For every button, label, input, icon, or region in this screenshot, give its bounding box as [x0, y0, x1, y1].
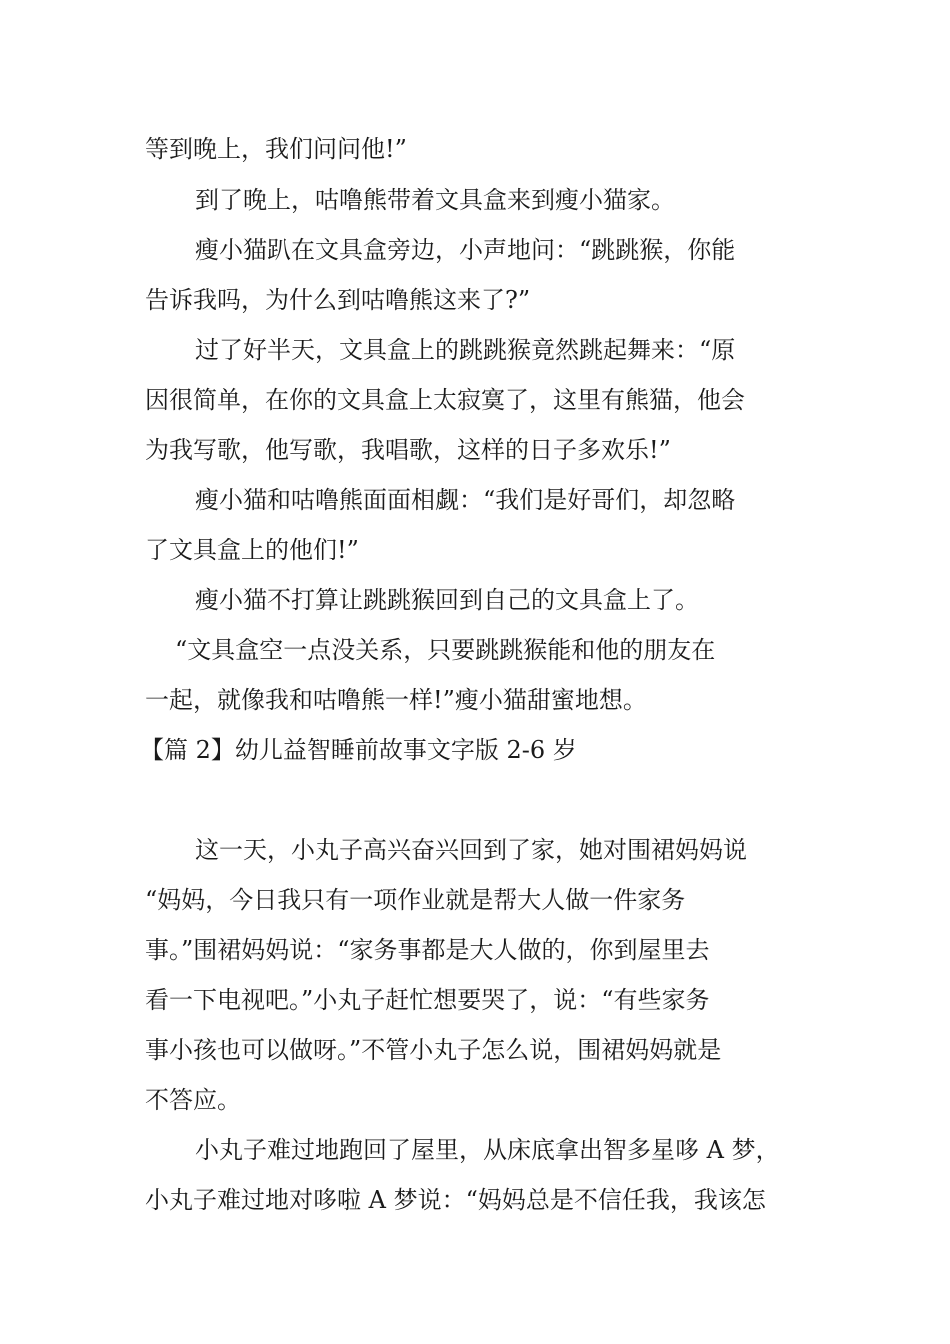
text-line-9: 了文具盒上的他们!”	[145, 536, 359, 564]
text-line-18: 不答应。	[145, 1086, 241, 1114]
text-line-17: 事小孩也可以做呀。”不管小丸子怎么说，围裙妈妈就是	[145, 1036, 722, 1064]
text-line-16: 看一下电视吧。”小丸子赶忙想要哭了，说：“有些家务	[145, 986, 710, 1014]
text-line-12: 一起，就像我和咕噜熊一样!”瘦小猫甜蜜地想。	[145, 686, 647, 714]
text-line-15: 事。”围裙妈妈说：“家务事都是大人做的，你到屋里去	[145, 936, 710, 964]
text-line-20: 小丸子难过地对哆啦 A 梦说：“妈妈总是不信任我，我该怎	[145, 1186, 766, 1214]
text-line-7: 为我写歌，他写歌，我唱歌，这样的日子多欢乐!”	[145, 436, 671, 464]
text-line-10: 瘦小猫不打算让跳跳猴回到自己的文具盒上了。	[195, 586, 699, 614]
text-line-6: 因很简单，在你的文具盒上太寂寞了，这里有熊猫，他会	[145, 386, 745, 414]
text-line-1: 等到晚上，我们问问他!”	[145, 135, 407, 163]
text-line-19: 小丸子难过地跑回了屋里，从床底拿出智多星哆 A 梦，	[195, 1136, 780, 1164]
text-line-11: “文具盒空一点没关系，只要跳跳猴能和他的朋友在	[175, 636, 716, 664]
text-line-8: 瘦小猫和咕噜熊面面相觑：“我们是好哥们，却忽略	[195, 486, 736, 514]
text-line-5: 过了好半天，文具盒上的跳跳猴竟然跳起舞来：“原	[195, 336, 736, 364]
text-line-2: 到了晚上，咕噜熊带着文具盒来到瘦小猫家。	[195, 186, 675, 214]
section-heading: 【篇 2】幼儿益智睡前故事文字版 2-6 岁	[140, 736, 577, 764]
text-line-14: “妈妈，今日我只有一项作业就是帮大人做一件家务	[145, 886, 686, 914]
text-line-4: 告诉我吗，为什么到咕噜熊这来了?”	[145, 286, 531, 314]
text-line-3: 瘦小猫趴在文具盒旁边，小声地问：“跳跳猴，你能	[195, 236, 736, 264]
text-line-13: 这一天，小丸子高兴奋兴回到了家，她对围裙妈妈说	[195, 836, 747, 864]
